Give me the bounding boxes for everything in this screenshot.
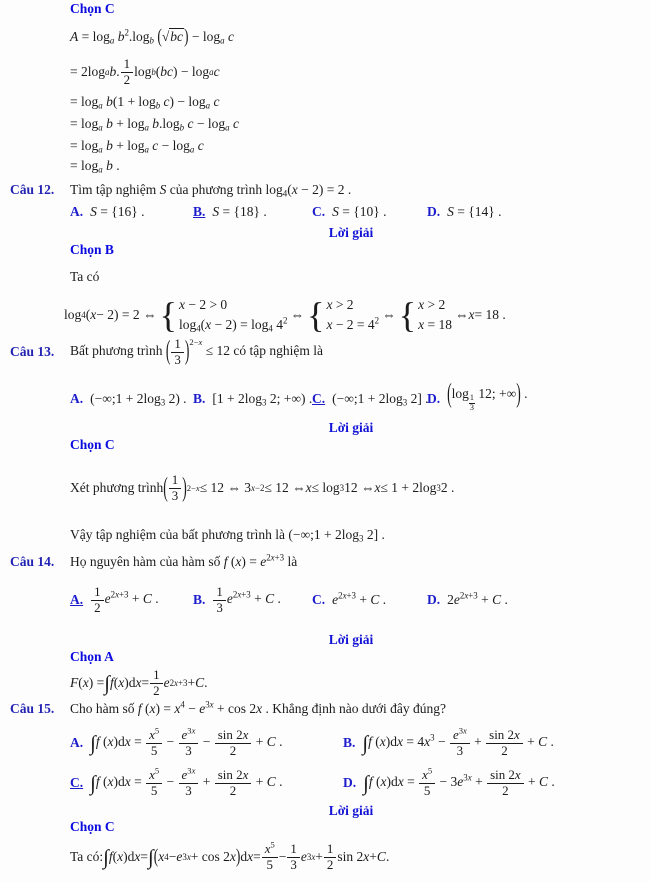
- option-14-d-label: D.: [427, 592, 441, 607]
- option-15-a-label: A.: [70, 735, 84, 750]
- option-12-c-label: C.: [312, 204, 326, 219]
- q14-solution-equation: F ( x ) = ∫ f ( x )d x = $\frac{1}{2}$ e 2x+3 + C .: [70, 667, 208, 698]
- q14-loi-giai-heading: Lời giải: [328, 632, 374, 647]
- option-14-a-body: $\frac{1}{2}$ $e^{2x+3} + C$ .: [90, 585, 159, 615]
- option-14-c-body: $e^{2x+3} + C$ .: [332, 590, 387, 607]
- q13-chon-answer: Chọn C: [70, 437, 115, 452]
- option-13-b-label: B.: [193, 391, 206, 406]
- question-14-label: Câu 14.: [10, 554, 55, 569]
- question-12: [0, 182, 650, 198]
- question-13-text: Bất phương trình ( $\frac{1}{3}$ )$^{2-x}$ ≤ 12 có tập nghiệm là: [70, 334, 323, 367]
- option-13-a-body: (−∞;1 + $2\log_3$ 2) .: [90, 391, 187, 408]
- question-15-options-row-1: [0, 721, 650, 765]
- q11-derivation-line-5: = $\log_a b + \log_a c - \log_a c$: [70, 138, 204, 155]
- option-13-d-label: D.: [427, 391, 441, 406]
- option-12-b-label: B.: [193, 204, 206, 219]
- option-13-a-label: A.: [70, 391, 84, 406]
- q12-ta-co: Ta có: [70, 269, 100, 284]
- option-12-d-body: S = {14} .: [447, 204, 502, 219]
- q11-derivation-line-2: = 2log a b . $\frac{1}{2}$ log b ( bc ) − log a c: [70, 56, 220, 87]
- q11-derivation-line-4: = $\log_a b + \log_a b.\log_b$ $c - \log_a c$: [70, 116, 239, 133]
- option-14-d-body: $2e^{2x+3} + C$ .: [447, 590, 508, 607]
- option-12-a: [70, 202, 144, 222]
- question-14-options: [0, 577, 650, 623]
- q13-solution-line-1: Xét phương trình ( $\frac{1}{3}$ ) 2−x ≤ 12 ⇔ 3 x−2 ≤ 12 ⇔ x ≤ log 3 12 ⇔ x ≤ 1 + 2log 3 2 .: [70, 471, 455, 503]
- option-15-c: [70, 761, 282, 805]
- option-13-c: [312, 376, 429, 422]
- option-12-b-body: S = {18} .: [212, 204, 267, 219]
- q15-solution-equation: Ta có: ∫ f ( x )d x = ∫ ( x 4 − e 3x + cos 2 x ) d x = $\frac{x^5}{5}$ − $\frac{1}{3}$ e 3x + $\frac{1}{2}$ sin 2 x + C .: [70, 839, 390, 872]
- option-12-a-body: S = {16} .: [90, 204, 145, 219]
- option-15-b-body: ∫f $(x)dx = 4x^3$ − $\frac{e^{3x}}{3}$ + $\frac{\sin 2x}{2}$ + C .: [362, 725, 554, 758]
- q12-solution-equation: log 4 ( x − 2) = 2 ⇔ { x − 2 > 0 $\log_4(x - 2) = \log_4 4^2$ ⇔ { x > 2 $x - 2 = 4^2$ ⇔ { x > 2 x = 18 ⇔ x = 18 .: [64, 295, 506, 335]
- q13-loi-giai-heading: Lời giải: [328, 420, 374, 435]
- option-14-a-label: A.: [70, 592, 84, 607]
- option-15-c-label: C.: [70, 775, 84, 790]
- question-15-options-row-2: [0, 761, 650, 805]
- option-12-a-label: A.: [70, 204, 84, 219]
- question-13: [0, 330, 650, 374]
- option-15-b-label: B.: [343, 735, 356, 750]
- question-14: [0, 554, 650, 570]
- option-13-c-label: C.: [312, 391, 326, 406]
- q13-solution-line-2: Vậy tập nghiệm của bất phương trình là (−∞;1 + $2\log_3$ 2] .: [70, 527, 385, 544]
- option-14-c: [312, 577, 386, 623]
- q15-chon-answer: Chọn C: [70, 819, 115, 834]
- q12-loi-giai-heading: Lời giải: [328, 225, 374, 240]
- question-14-text: Họ nguyên hàm của hàm số f $(x) = e^{2x+3}$ là: [70, 552, 298, 569]
- option-12-c: [312, 202, 386, 222]
- option-15-d: [343, 761, 555, 805]
- option-15-a-body: ∫f (x)dx = $\frac{x^5}{5}$ − $\frac{e^{3x}}{3}$ − $\frac{\sin 2x}{2}$ + C .: [90, 725, 283, 758]
- option-15-d-body: ∫f (x)dx = $\frac{x^5}{5}$ − $3e^{3x}$ + $\frac{\sin 2x}{2}$ + C .: [363, 765, 555, 798]
- question-15-label: Câu 15.: [10, 701, 55, 716]
- option-12-c-body: S = {10} .: [332, 204, 387, 219]
- option-14-b: [193, 577, 281, 623]
- option-13-a: [70, 376, 187, 422]
- q15-loi-giai-heading: Lời giải: [328, 803, 374, 818]
- question-15: [0, 701, 650, 717]
- q11-derivation-line-1: $A = \log_a b^2.\log_b$ $(√bc) - \log_a c$: [70, 25, 234, 48]
- option-12-b: [193, 202, 267, 222]
- q12-chon-answer: Chọn B: [70, 242, 114, 257]
- option-13-c-body: (−∞;1 + $2\log_3$ 2] .: [332, 391, 429, 408]
- q11-derivation-line-6: = $\log_a b$ .: [70, 158, 120, 175]
- question-12-text: Tìm tập nghiệm S của phương trình $\log_4(x - 2) = 2$ .: [70, 182, 352, 199]
- q11-derivation-line-3: = $\log_a b(1 + \log_b c) - \log_a c$: [70, 94, 220, 111]
- option-13-b: [193, 376, 312, 422]
- q11-chon-answer: Chọn C: [70, 1, 115, 16]
- q14-chon-answer: Chọn A: [70, 649, 114, 664]
- option-12-d: [427, 202, 501, 222]
- option-14-a: [70, 577, 159, 623]
- question-13-label: Câu 13.: [10, 344, 55, 359]
- question-12-label: Câu 12.: [10, 182, 55, 197]
- option-15-b: [343, 721, 554, 765]
- option-15-d-label: D.: [343, 775, 357, 790]
- option-13-d: [427, 376, 527, 422]
- question-15-text: Cho hàm số f $(x) = x^4 - e^{3x} + \cos 2x$ . Khẳng định nào dưới đây đúng?: [70, 699, 447, 716]
- option-14-b-body: $\frac{1}{3}$ $e^{2x+3} + C$ .: [212, 585, 281, 615]
- option-14-c-label: C.: [312, 592, 326, 607]
- option-12-d-label: D.: [427, 204, 441, 219]
- option-13-d-body: (log $_{\frac{1}{3}}$ 12; +∞) .: [447, 377, 528, 412]
- question-13-options: [0, 376, 650, 422]
- question-12-options: [0, 202, 650, 222]
- option-15-a: [70, 721, 282, 765]
- option-14-d: [427, 577, 508, 623]
- option-14-b-label: B.: [193, 592, 206, 607]
- option-15-c-body: ∫f (x)dx = $\frac{x^5}{5}$ − $\frac{e^{3x}}{3}$ + $\frac{\sin 2x}{2}$ + C .: [90, 765, 283, 798]
- option-13-b-body: [$1 + 2\log_3$ 2; +∞) .: [212, 391, 313, 408]
